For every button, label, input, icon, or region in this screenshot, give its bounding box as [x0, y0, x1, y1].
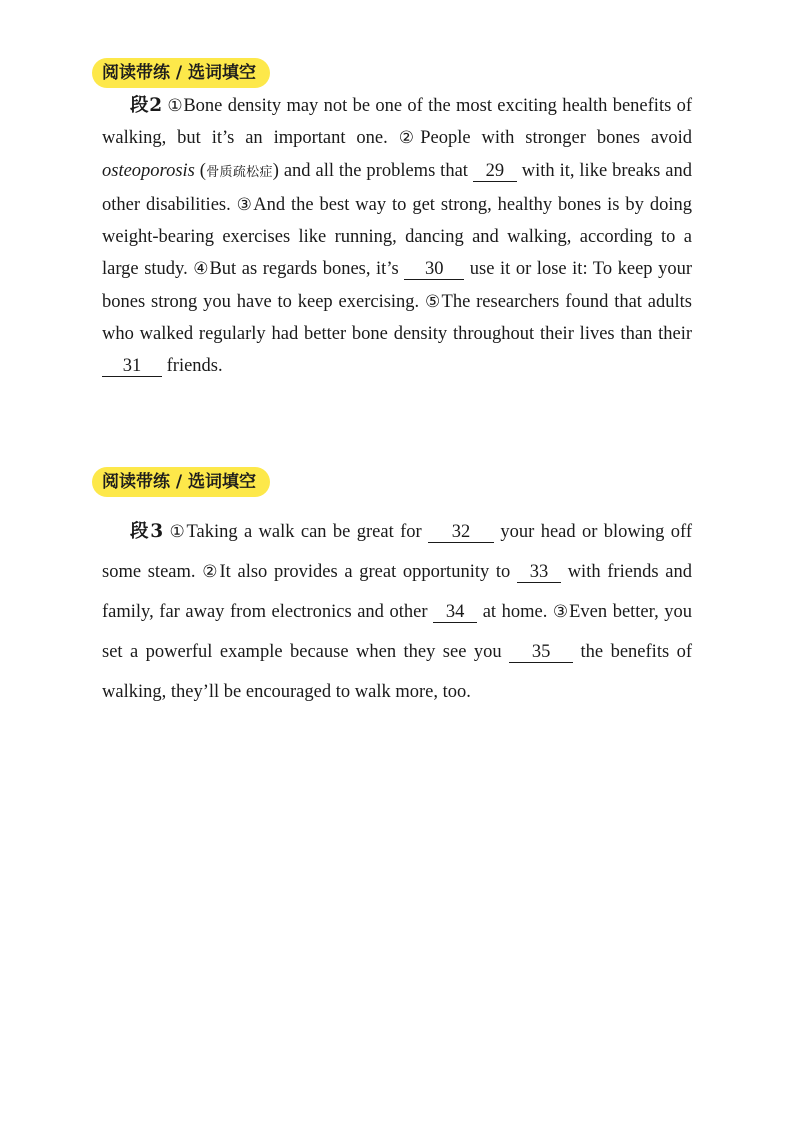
sentence-text: And the best way to get strong, healthy bones is by doing weight-bearing exercises like running, dancing and walking, according to a large study. — [102, 194, 692, 280]
section-tag: 阅读带练 / 选词填空 — [92, 467, 270, 497]
sentence-number: ⑤ — [425, 291, 442, 312]
sentence-text: your head or blowing off some steam. — [102, 522, 693, 582]
blank-31[interactable]: 31 — [102, 356, 162, 377]
paren-open: ( — [199, 160, 206, 181]
sentence-number: ③ — [236, 194, 254, 215]
chinese-gloss: 骨质疏松症 — [205, 164, 273, 180]
sentence-text: It also provides a great opportunity to — [219, 562, 511, 582]
sentence-text: use it or lose it: To keep your bones strong you have to keep exercising. — [102, 259, 693, 312]
sentence-text: People with stronger bones avoid — [420, 128, 693, 149]
paragraph-3 — [102, 512, 692, 712]
sentence-text: Bone density may not be one of the most exciting health benefits of walking, but it’s an important one. — [102, 96, 693, 149]
paragraph-marker: 段3 — [130, 521, 164, 542]
sentence-text: Taking a walk can be great for — [186, 522, 422, 542]
blank-30[interactable]: 30 — [404, 259, 464, 280]
sentence-text: with it, like breaks and other disabilities. — [102, 160, 692, 215]
sentence-text: friends. — [166, 356, 223, 377]
sentence-number: ③ — [552, 602, 570, 622]
paragraph-2 — [102, 90, 692, 383]
paren-close: ) — [272, 160, 279, 181]
sentence-text: But as regards bones, it’s — [209, 259, 399, 280]
sentence-number: ① — [169, 522, 187, 542]
italic-term: osteoporosis — [102, 160, 195, 181]
blank-29[interactable]: 29 — [473, 161, 517, 182]
blank-33[interactable]: 33 — [517, 562, 561, 583]
sentence-number: ① — [167, 96, 184, 116]
blank-34[interactable]: 34 — [433, 602, 477, 623]
section-tag: 阅读带练 / 选词填空 — [92, 58, 270, 88]
sentence-number: ② — [202, 562, 220, 582]
sentence-text: Even better, you set a powerful example because when they see you — [102, 602, 693, 662]
sentence-number: ② — [398, 128, 421, 149]
sentence-text: and all the problems that — [283, 160, 468, 181]
sentence-number: ④ — [193, 259, 210, 280]
sentence-text: The researchers found that adults who walked regularly had better bone density throughout their lives than their — [102, 291, 692, 345]
paragraph-marker: 段2 — [130, 95, 163, 116]
sentence-text: with friends and family, far away from electronics and other — [102, 562, 693, 622]
sentence-text: the benefits of walking, they’ll be encouraged to walk more, too. — [102, 642, 693, 702]
blank-32[interactable]: 32 — [428, 522, 494, 543]
sentence-text: at home. — [482, 602, 548, 622]
blank-35[interactable]: 35 — [509, 642, 573, 663]
